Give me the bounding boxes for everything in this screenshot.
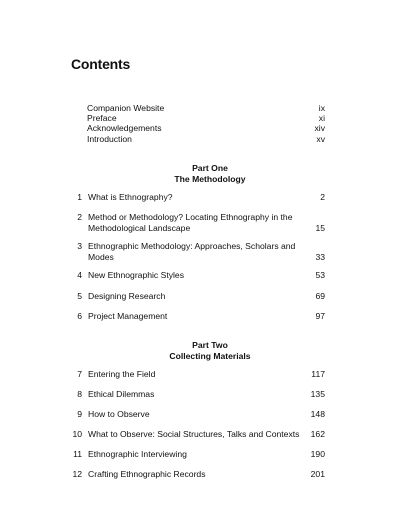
- chapter-page: 117: [311, 369, 325, 379]
- chapter-page: 201: [310, 469, 325, 479]
- chapter-title: What is Ethnography?: [88, 192, 173, 202]
- part-one-heading: [0, 163, 420, 184]
- chapter-number: 3: [77, 241, 82, 251]
- front-matter-list: [87, 103, 325, 144]
- front-matter-item: [87, 103, 325, 113]
- page-title: Contents: [71, 56, 131, 72]
- chapter-number: 10: [72, 429, 82, 439]
- chapter-title: Project Management: [88, 311, 168, 321]
- chapter-title: Method or Methodology? Locating Ethnography in the Methodological Landscape: [88, 212, 293, 233]
- part-label: Part One: [192, 163, 228, 173]
- front-matter-title: Acknowledgements: [87, 123, 162, 134]
- front-matter-page: xiv: [314, 123, 325, 134]
- chapter-page: 69: [315, 291, 325, 301]
- chapter-page: 97: [315, 311, 325, 321]
- chapter-title: Entering the Field: [88, 369, 156, 379]
- part-title: The Methodology: [174, 173, 246, 184]
- chapter-page: 53: [315, 270, 325, 280]
- chapter-page: 2: [320, 192, 325, 202]
- chapter-title: Ethnographic Interviewing: [88, 449, 187, 459]
- chapter-title: New Ethnographic Styles: [88, 270, 185, 280]
- chapter-number: 2: [77, 212, 82, 222]
- front-matter-page: xi: [318, 113, 325, 124]
- front-matter-page: xv: [316, 133, 325, 144]
- part-title: Collecting Materials: [169, 350, 251, 361]
- chapter-number: 11: [73, 449, 82, 459]
- chapter-title: What to Observe: Social Structures, Talks and Contexts: [88, 429, 300, 439]
- chapter-title: How to Observe: [88, 409, 150, 419]
- chapter-title: Ethical Dilemmas: [88, 389, 155, 399]
- chapter-number: 5: [77, 291, 82, 301]
- front-matter-item: [87, 134, 325, 144]
- chapter-page: 190: [310, 449, 325, 459]
- chapter-title: Designing Research: [88, 291, 166, 301]
- chapter-title: Crafting Ethnographic Records: [88, 469, 206, 479]
- front-matter-item: [87, 123, 325, 133]
- part-label: Part Two: [192, 340, 228, 350]
- chapter-page: 135: [310, 389, 325, 399]
- chapter-number: 7: [77, 369, 82, 379]
- front-matter-title: Introduction: [87, 133, 132, 144]
- part-two-heading: [0, 340, 420, 361]
- chapter-number: 6: [77, 311, 82, 321]
- chapter-page: 33: [315, 252, 325, 262]
- chapter-number: 4: [77, 270, 82, 280]
- front-matter-page: ix: [318, 103, 325, 113]
- front-matter-title: Preface: [87, 113, 117, 124]
- chapter-number: 12: [72, 469, 82, 479]
- front-matter-title: Companion Website: [87, 103, 165, 113]
- chapter-page: 148: [310, 409, 325, 419]
- chapter-page: 15: [315, 223, 325, 233]
- front-matter-item: [87, 113, 325, 123]
- chapter-page: 162: [310, 429, 325, 439]
- chapter-number: 1: [77, 192, 82, 202]
- chapter-number: 8: [77, 389, 82, 399]
- chapter-number: 9: [77, 409, 82, 419]
- chapter-title: Ethnographic Methodology: Approaches, Scholars and Modes: [88, 241, 296, 262]
